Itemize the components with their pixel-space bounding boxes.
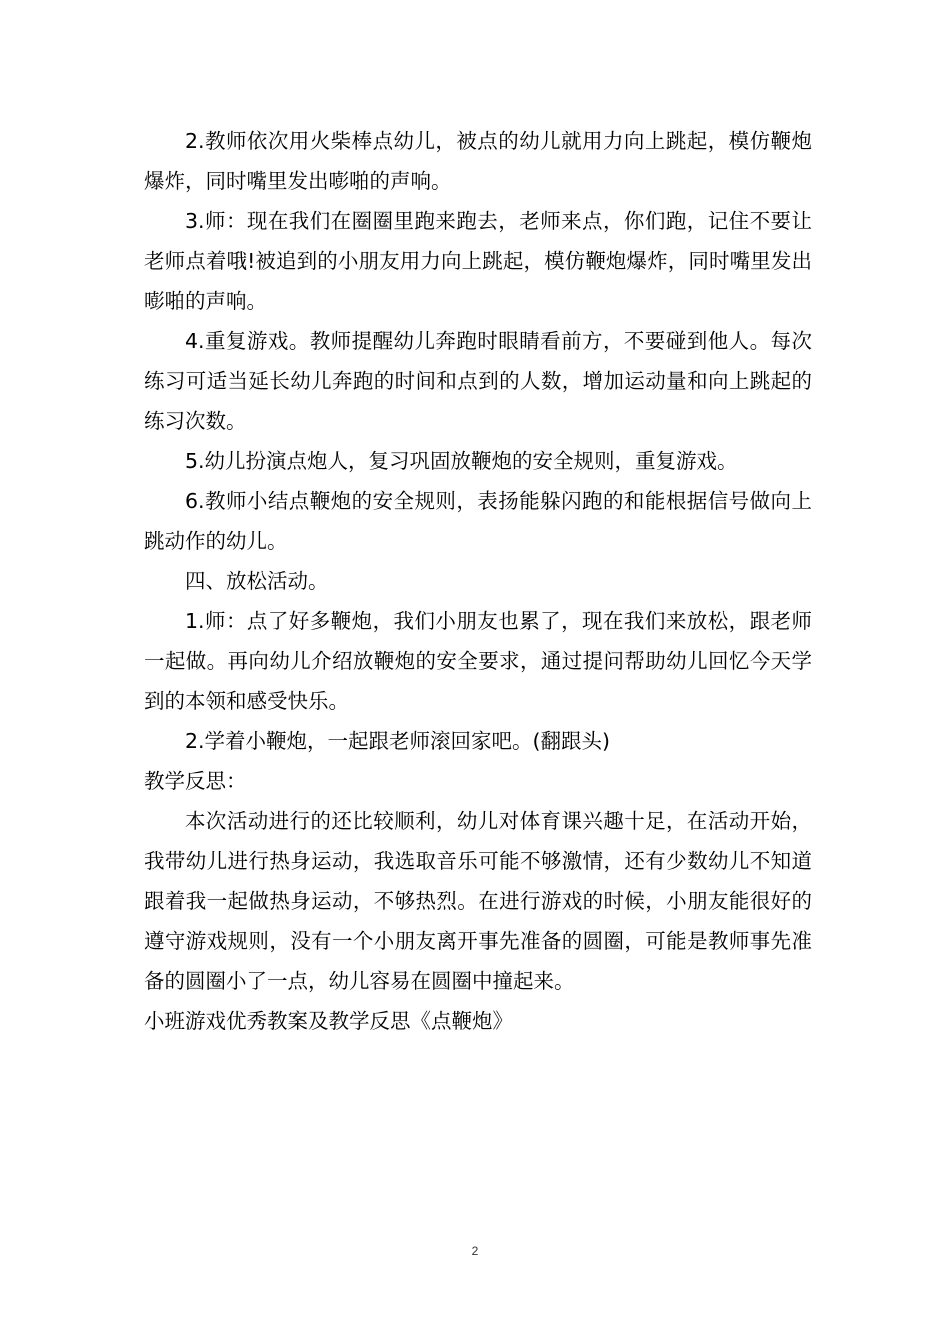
- paragraph-step-4: 4.重复游戏。教师提醒幼儿奔跑时眼睛看前方，不要碰到他人。每次练习可适当延长幼儿奔跑的时间和点到的人数，增加运动量和向上跳起的练习次数。: [144, 329, 812, 433]
- paragraph-relax-1: 1.师：点了好多鞭炮，我们小朋友也累了，现在我们来放松，跟老师一起做。再向幼儿介绍放鞭炮的安全要求，通过提问帮助幼儿回忆今天学到的本领和感受快乐。: [144, 609, 812, 713]
- document-body: [144, 121, 812, 1041]
- reflection-heading: 教学反思：: [144, 769, 247, 793]
- paragraph-step-6: 6.教师小结点鞭炮的安全规则，表扬能躲闪跑的和能根据信号做向上跳动作的幼儿。: [144, 489, 812, 553]
- reflection-text: 本次活动进行的还比较顺利，幼儿对体育课兴趣十足，在活动开始，我带幼儿进行热身运动，我选取音乐可能不够激情，还有少数幼儿不知道跟着我一起做热身运动，不够热烈。在进行游戏的时候，小朋友能很好的遵守游戏规则，没有一个小朋友离开事先准备的圆圈，可能是教师事先准备的圆圈小了一点，幼儿容易在圆圈中撞起来。: [144, 809, 812, 993]
- paragraph-step-2: 2.教师依次用火柴棒点幼儿，被点的幼儿就用力向上跳起，模仿鞭炮爆炸，同时嘴里发出嘭啪的声响。: [144, 129, 812, 193]
- paragraph-relax-2: 2.学着小鞭炮，一起跟老师滚回家吧。(翻跟头): [185, 729, 611, 753]
- footer-title: 小班游戏优秀教案及教学反思《点鞭炮》: [144, 1009, 513, 1033]
- page-number: 2: [471, 1244, 479, 1258]
- paragraph-step-5: 5.幼儿扮演点炮人，复习巩固放鞭炮的安全规则，重复游戏。: [185, 449, 738, 473]
- section-heading-relax: 四、放松活动。: [185, 569, 329, 593]
- paragraph-step-3: 3.师：现在我们在圈圈里跑来跑去，老师来点，你们跑，记住不要让老师点着哦!被追到的小朋友用力向上跳起，模仿鞭炮爆炸，同时嘴里发出嘭啪的声响。: [144, 209, 812, 313]
